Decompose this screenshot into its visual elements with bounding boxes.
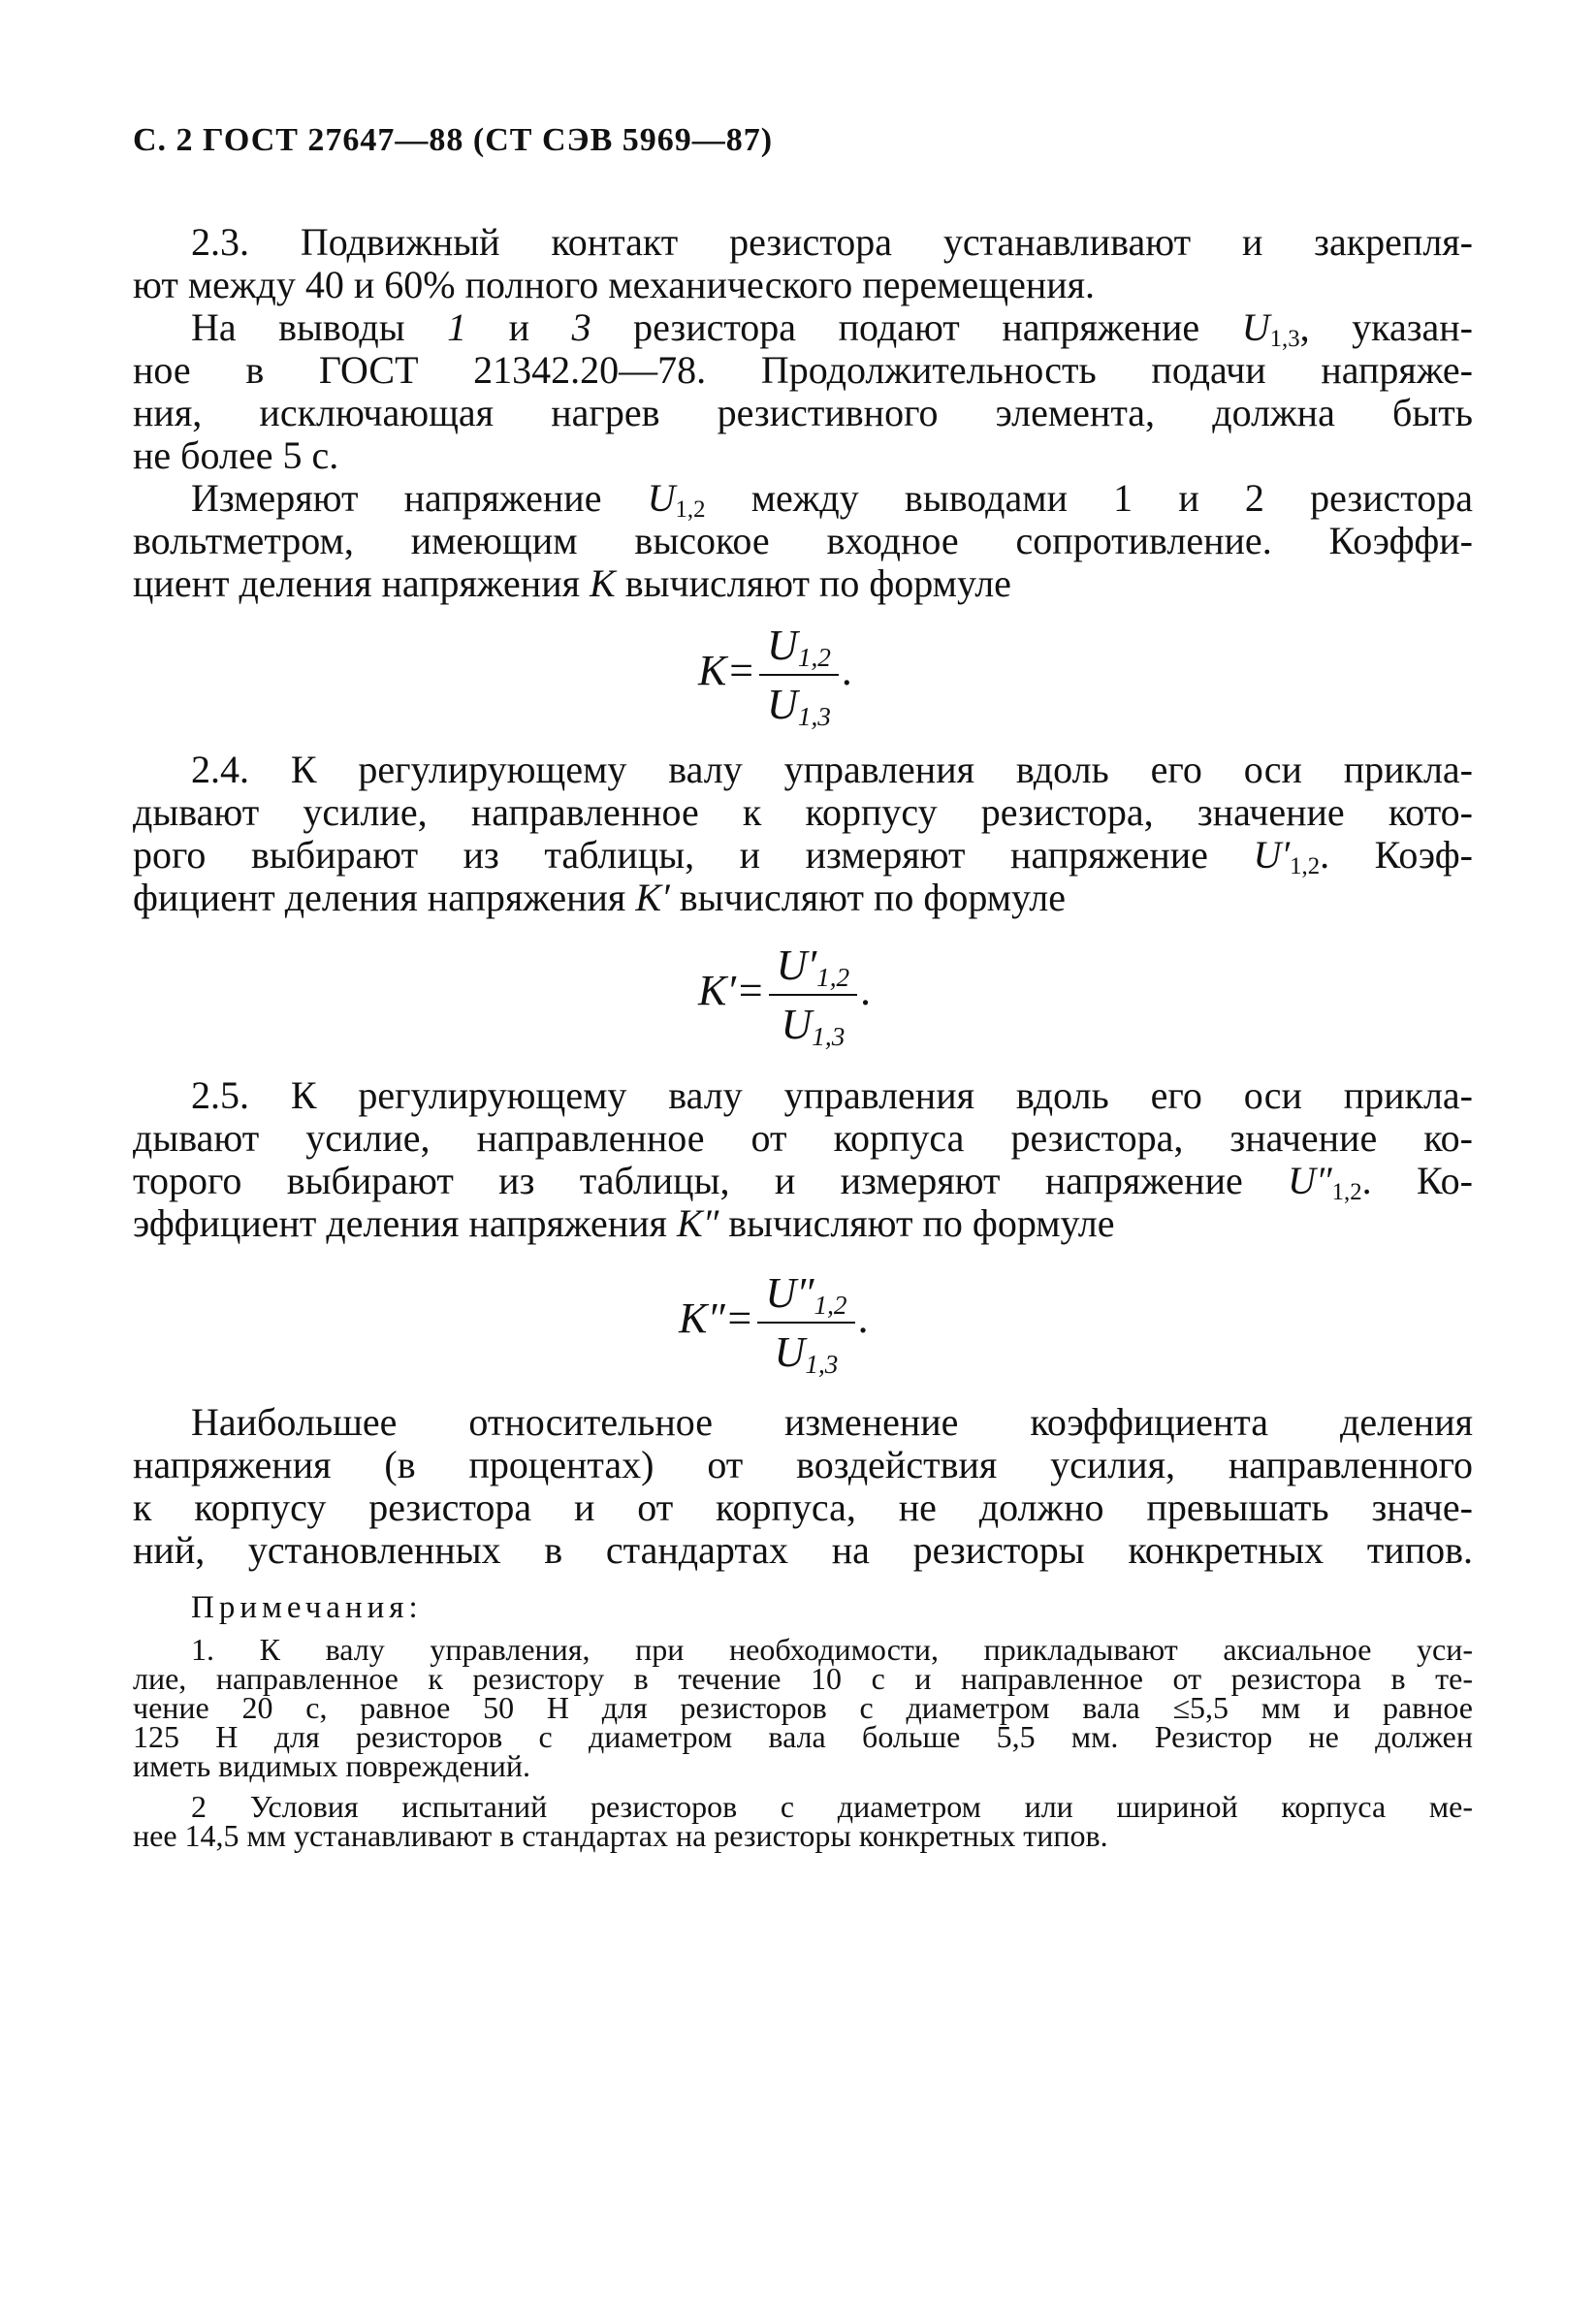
text-line: Наибольшее относительное изменение коэффициента деления <box>191 1400 1473 1444</box>
text-line: фициент деления напряжения K′ вычисляют по формуле <box>133 876 1066 919</box>
text-line: 2.3. Подвижный контакт резистора устанавливают и закрепля- <box>191 220 1473 264</box>
text-line: 2.4. К регулирующему валу управления вдоль его оси прикла- <box>191 748 1473 791</box>
text-line: эффициент деления напряжения K″ вычисляют по формуле <box>133 1201 1115 1245</box>
text-line: 1. К валу управления, при необходимости, прикладывают аксиальное уси- <box>191 1632 1473 1667</box>
text-line: ное в ГОСТ 21342.20—78. Продолжительность подачи напряже- <box>133 348 1473 392</box>
text-line: к корпусу резистора и от корпуса, не должно превышать значе- <box>133 1485 1473 1529</box>
page-header: С. 2 ГОСТ 27647—88 (СТ СЭВ 5969—87) <box>133 122 774 158</box>
text-line: На выводы 1 и 3 резистора подают напряжение $U_{1,3}$, указан- <box>191 305 1474 353</box>
conclusion-paragraph <box>133 1400 1473 1572</box>
text-line: вольтметром, имеющим высокое входное сопротивление. Коэффи- <box>133 519 1473 562</box>
formula-k-prime: K′= $\frac{U'_{1,2}}{U_{1,3}}$ . <box>698 942 873 1051</box>
text-line: не более 5 с. <box>133 433 339 477</box>
formula-k-double-prime: K″= $\frac{U''_{1,2}}{U_{1,3}}$ . <box>679 1269 870 1379</box>
text-line: ний, установленных в стандартах на резисторы конкретных типов. <box>133 1528 1473 1572</box>
formula-lhs: K′= <box>698 967 765 1015</box>
fraction: $\frac{U_{1,2}}{U_{1,3}}$ <box>759 621 839 729</box>
text-line: торого выбирают из таблицы, и измеряют напряжение $U''_{1,2}$. Ко- <box>133 1159 1473 1206</box>
section-2-5 <box>133 1073 1473 1245</box>
fraction: $\frac{U''_{1,2}}{U_{1,3}}$ <box>757 1268 854 1377</box>
formula-k: K= $\frac{U_{1,2}}{U_{1,3}}$ . <box>698 622 853 731</box>
text-line: иметь видимых повреждений. <box>133 1748 530 1783</box>
text-line: дывают усилие, направленное от корпуса резистора, значение ко- <box>133 1116 1473 1160</box>
text-line: 2.5. К регулирующему валу управления вдоль его оси прикла- <box>191 1073 1473 1117</box>
text-line: чение 20 с, равное 50 Н для резисторов с диаметром вала ≤5,5 мм и равное <box>133 1690 1473 1725</box>
fraction: $\frac{U'_{1,2}}{U_{1,3}}$ <box>769 941 858 1049</box>
text-line: Измеряют напряжение $U_{1,2}$ между выводами 1 и 2 резистора <box>191 476 1473 524</box>
text-line: лие, направленное к резистору в течение 10 с и направленное от резистора в те- <box>133 1661 1473 1696</box>
text-line: циент деления напряжения K вычисляют по формуле <box>133 561 1011 605</box>
text-line: напряжения (в процентах) от воздействия усилия, направленного <box>133 1443 1473 1486</box>
section-2-3 <box>133 220 1474 605</box>
note-2 <box>133 1789 1473 1853</box>
formula-lhs: K= <box>698 647 756 695</box>
section-2-4 <box>133 748 1473 919</box>
text-line: 2 Условия испытаний резисторов с диаметром или шириной корпуса ме- <box>191 1789 1473 1824</box>
text-line: нее 14,5 мм устанавливают в стандартах на резисторы конкретных типов. <box>133 1818 1108 1853</box>
formula-lhs: K″= <box>679 1294 754 1343</box>
text-line: дывают усилие, направленное к корпусу резистора, значение кото- <box>133 790 1473 834</box>
text-line: рого выбирают из таблицы, и измеряют напряжение $U'_{1,2}$. Коэф- <box>133 833 1473 880</box>
note-1 <box>133 1632 1473 1783</box>
text-line: 125 Н для резисторов с диаметром вала больше 5,5 мм. Резистор не должен <box>133 1719 1473 1754</box>
text-line: ют между 40 и 60% полного механического перемещения. <box>133 263 1096 306</box>
text-line: ния, исключающая нагрев резистивного элемента, должна быть <box>133 391 1473 434</box>
notes-title: Примечания: <box>191 1590 423 1625</box>
